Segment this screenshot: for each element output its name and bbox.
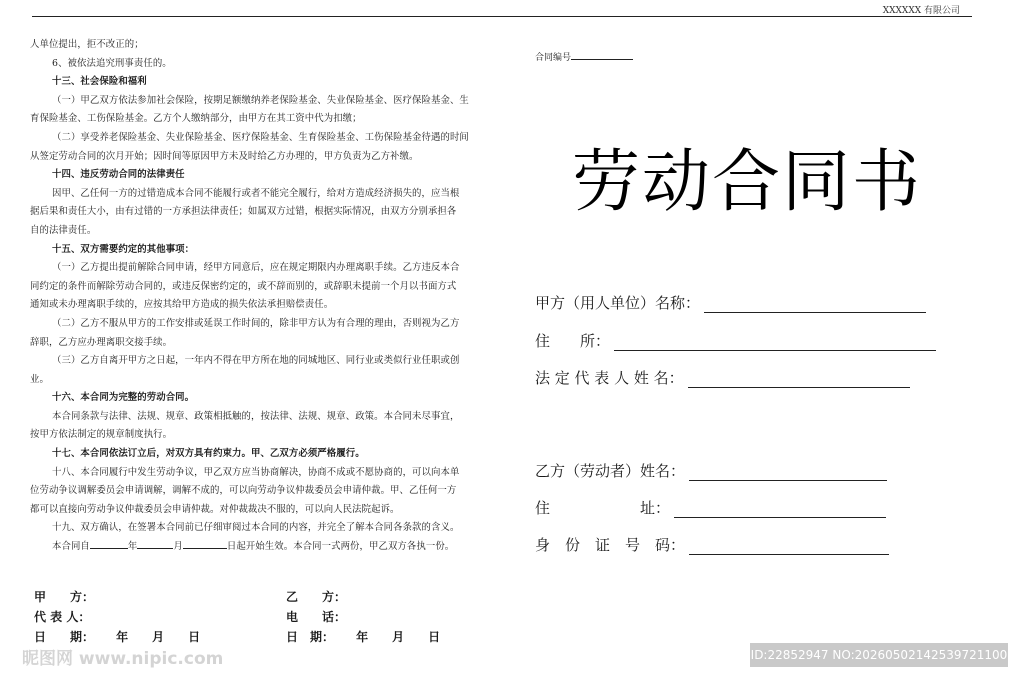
clause-text: 从签定劳动合同的次月开始；因时间等原因甲方未及时给乙方办理的，甲方负责为乙方补缴。 [30, 150, 419, 162]
party-a-address-blank[interactable] [614, 334, 936, 351]
party-a-name-blank[interactable] [704, 296, 926, 313]
party-a-date-label: 日 期： 年 月 日 [34, 630, 201, 644]
clause-text: 育保险基金、工伤保险基金。乙方个人缴纳部分，由甲方在其工资中代为扣缴； [30, 113, 362, 125]
section-13-title: 十三、社会保险和福利 [52, 76, 147, 88]
clause-text: 6、被依法追究刑事责任的。 [52, 57, 172, 69]
clause-text: 本合同条款与法律、法规、规章、政策相抵触的，按法律、法规、规章、政策。本合同未尽事宜， [52, 410, 460, 422]
field-label: 住 址： [535, 499, 671, 517]
date-text: 日起开始生效。本合同一式两份，甲乙双方各执一份。 [226, 541, 455, 553]
date-text: 年 [127, 541, 138, 553]
date-text: 月 [173, 541, 183, 553]
id-number-blank[interactable] [689, 538, 889, 555]
section-18-text: 十八、本合同履行中发生劳动争议，甲乙双方应当协商解决，协商不成或不愿协商的，可以向本单 [52, 466, 460, 478]
clause-text: 辞职，乙方应办理离职交接手续。 [30, 336, 173, 348]
party-b-label: 乙 方： [286, 590, 347, 604]
party-b-address-blank[interactable] [674, 501, 886, 518]
clause-text: （一）乙方提出提前解除合同申请，经甲方同意后，应在规定期限内办理离职手续。乙方违反本合 [52, 262, 460, 274]
id-number-field [535, 534, 889, 555]
representative-label: 代 表 人： [34, 610, 91, 624]
clause-text: （三）乙方自离开甲方之日起，一年内不得在甲方所在地的同城地区、同行业或类似行业任职或创 [52, 355, 460, 367]
field-label: 甲方（用人单位）名称： [535, 294, 701, 312]
clause-text: （一）甲乙双方依法参加社会保险，按期足额缴纳养老保险基金、失业保险基金、医疗保险基金、生 [52, 94, 469, 106]
signature-party-a [34, 587, 200, 647]
signature-party-b [286, 587, 440, 647]
header-rule [32, 16, 972, 17]
clause-text: 自的法律责任。 [30, 224, 97, 236]
site-watermark: 昵图网 www.nipic.com [22, 649, 224, 669]
year-blank[interactable] [90, 538, 128, 549]
clause-text: 因甲、乙任何一方的过错造成本合同不能履行或者不能完全履行，给对方造成经济损失的，应当根 [52, 187, 460, 199]
section-16-title: 十六、本合同为完整的劳动合同。 [52, 392, 195, 404]
legal-representative-blank[interactable] [688, 371, 910, 388]
party-a-address-field [535, 330, 936, 351]
party-b-name-blank[interactable] [689, 464, 887, 481]
effective-date-line [30, 538, 470, 557]
clause-text: 位劳动争议调解委员会申请调解，调解不成的，可以向劳动争议仲裁委员会申请仲裁。甲、乙任何一方 [30, 485, 457, 497]
clause-text: 据后果和责任大小，由有过错的一方承担法律责任；如属双方过错，根据实际情况，由双方分别承担各 [30, 206, 457, 218]
clause-text: 人单位提出，拒不改正的； [30, 39, 144, 50]
phone-label: 电 话： [286, 610, 347, 624]
section-14-title: 十四、违反劳动合同的法律责任 [52, 169, 185, 181]
field-label: 乙方（劳动者）姓名： [535, 462, 686, 480]
field-label: 身 份 证 号 码： [535, 536, 686, 554]
image-id-watermark: ID:22852947 NO:20260502142539721100 [750, 643, 1008, 667]
clause-text: 按甲方依法制定的规章制度执行。 [30, 429, 173, 441]
clause-text: （二）享受养老保险基金、失业保险基金、医疗保险基金、生育保险基金、工伤保险基金待遇的时间 [52, 131, 469, 143]
page-title: 劳动合同书 [572, 143, 923, 222]
field-label: 住 所： [535, 332, 611, 350]
section-19-text: 十九、双方确认，在签署本合同前已仔细审阅过本合同的内容，并完全了解本合同各条款的含义。 [52, 522, 460, 534]
clause-text: 业。 [30, 373, 49, 385]
party-a-name-field [535, 292, 926, 313]
contract-number-label: 合同编号 [535, 53, 572, 63]
legal-representative-field [535, 367, 910, 388]
contract-terms-page [30, 36, 470, 557]
month-blank[interactable] [137, 538, 173, 549]
section-15-title: 十五、双方需要约定的其他事项： [52, 243, 195, 255]
clause-text: 都可以直接向劳动争议仲裁委员会申请仲裁。对仲裁裁决不服的，可以向人民法院起诉。 [30, 503, 400, 515]
field-label: 法 定 代 表 人 姓 名： [535, 369, 684, 387]
party-b-name-field [535, 460, 887, 481]
party-a-label: 甲 方： [34, 590, 95, 604]
date-text: 本合同自 [52, 541, 90, 553]
contract-number-blank[interactable] [571, 50, 633, 60]
company-name: XXXXXX 有限公司 [882, 6, 960, 16]
section-17-title: 十七、本合同依法订立后，对双方具有约束力。甲、乙双方必须严格履行。 [52, 448, 365, 460]
clause-text: （二）乙方不服从甲方的工作安排或延误工作时间的，除非甲方认为有合理的理由，否则视为乙方 [52, 317, 460, 329]
contract-number [535, 50, 633, 63]
party-b-address-field [535, 497, 886, 518]
clause-text: 同约定的条件而解除劳动合同的，或违反保密约定的，或不辞而别的，或辞职未提前一个月以书面方式 [30, 280, 457, 292]
party-b-date-label: 日 期： 年 月 日 [286, 630, 441, 644]
day-blank[interactable] [183, 538, 227, 549]
clause-text: 通知或未办理离职手续的，应按其给甲方造成的损失依法承担赔偿责任。 [30, 299, 334, 311]
